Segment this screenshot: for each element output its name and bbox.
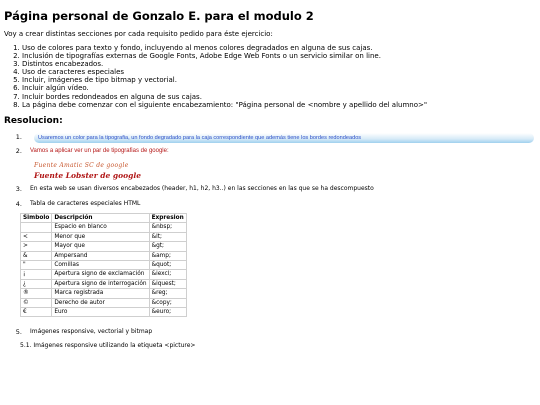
table-cell: Euro [52, 308, 149, 317]
table-row [21, 279, 187, 288]
item-number: 4. [15, 200, 22, 208]
resolution-item-images [10, 328, 310, 338]
table-cell: &euro; [149, 308, 186, 317]
item-number: 2. [15, 147, 22, 155]
requirement-item: 6. Incluir algún vídeo. [22, 84, 427, 92]
table-cell: &lt; [149, 232, 186, 241]
table-cell: Ampersand [52, 251, 149, 260]
table-cell: Apertura signo de exclamación [52, 270, 149, 279]
table-cell: < [21, 232, 52, 241]
table-header-row [21, 214, 187, 223]
table-cell: " [21, 261, 52, 270]
special-chars-table [20, 213, 187, 317]
resolution-item-headings [10, 185, 510, 195]
table-row [21, 298, 187, 307]
requirement-item: 5. Incluir, imágenes de tipo bitmap y vectorial. [22, 76, 427, 84]
table-cell: ® [21, 289, 52, 298]
images-text: Imágenes responsive, vectorial y bitmap [30, 328, 153, 335]
requirement-item: 1. Uso de colores para texto y fondo, incluyendo al menos colores degradados en alguna de sus cajas. [22, 44, 427, 52]
table-cell: &quot; [149, 261, 186, 270]
item-number: 1. [15, 133, 22, 141]
table-cell: © [21, 298, 52, 307]
table-cell: Comillas [52, 261, 149, 270]
table-cell: Mayor que [52, 242, 149, 251]
requirement-item: 2. Inclusión de tipografías externas de Google Fonts, Adobe Edge Web Fonts o un servicio similar on line. [22, 52, 427, 60]
column-header: Expresion [149, 214, 186, 223]
table-cell: Espacio en blanco [52, 223, 149, 232]
resolution-item-colors [10, 133, 536, 145]
requirement-item: 4. Uso de caracteres especiales [22, 68, 427, 76]
table-cell: € [21, 308, 52, 317]
table-cell: Menor que [52, 232, 149, 241]
table-row [21, 242, 187, 251]
resolution-item-special-chars [10, 200, 310, 210]
table-cell: &nbsp; [149, 223, 186, 232]
table-row [21, 261, 187, 270]
table-row [21, 270, 187, 279]
intro-text: Voy a crear distintas secciones por cada requisito pedido para éste ejercicio: [4, 30, 273, 38]
table-cell: & [21, 251, 52, 260]
table-cell: ¿ [21, 279, 52, 288]
table-cell: &iquest; [149, 279, 186, 288]
table-row [21, 251, 187, 260]
table-cell [21, 223, 52, 232]
table-cell: Apertura signo de interrogación [52, 279, 149, 288]
table-row [21, 289, 187, 298]
fonts-label: Vamos a aplicar ver un par de tipografias de google: [30, 148, 169, 154]
table-row [21, 308, 187, 317]
item-number: 3. [15, 185, 22, 193]
amatic-font-sample: Fuente Amatic SC de google [34, 162, 129, 169]
requirement-item: 3. Distintos encabezados. [22, 60, 427, 68]
page-title: Página personal de Gonzalo E. para el modulo 2 [4, 9, 314, 23]
requirement-item: 7. Incluir bordes redondeados en alguna de sus cajas. [22, 93, 427, 101]
headings-text: En esta web se usan diversos encabezados (header, h1, h2, h3..) en las secciones en las que se ha descompuesto [30, 185, 374, 192]
lobster-font-sample: Fuente Lobster de google [34, 171, 141, 180]
table-cell: Marca registrada [52, 289, 149, 298]
column-header: Descripción [52, 214, 149, 223]
table-row [21, 232, 187, 241]
subitem-responsive-images: 5.1. Imágenes responsive utilizando la etiqueta <picture> [20, 342, 196, 349]
table-cell: ¡ [21, 270, 52, 279]
table-cell: > [21, 242, 52, 251]
item-number: 5. [15, 328, 22, 336]
table-cell: &gt; [149, 242, 186, 251]
table-cell: Derecho de autor [52, 298, 149, 307]
table-row [21, 223, 187, 232]
resolution-item-fonts [10, 147, 310, 183]
table-cell: &iexcl; [149, 270, 186, 279]
table-cell: &reg; [149, 289, 186, 298]
requirement-item: 8. La página debe comenzar con el siguiente encabezamiento: "Página personal de <nombre y apellido del alumno>" [22, 101, 427, 109]
gradient-rounded-box: Usaremos un color para la tipografia, un fondo degradado para la caja correspondiente que además tiene los bordes redondeados [34, 133, 534, 143]
table-cell: &copy; [149, 298, 186, 307]
requirements-list [4, 44, 427, 109]
table-cell: &amp; [149, 251, 186, 260]
column-header: Simbolo [21, 214, 52, 223]
special-chars-text: Tabla de caracteres especiales HTML [30, 200, 141, 207]
resolution-heading: Resolucion: [4, 116, 63, 126]
